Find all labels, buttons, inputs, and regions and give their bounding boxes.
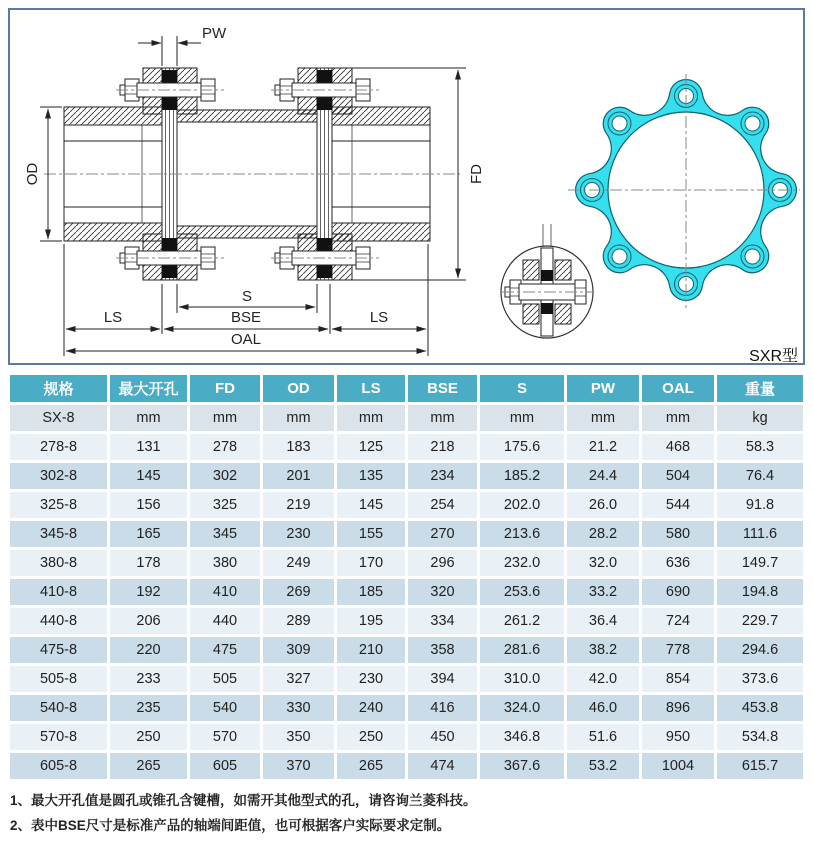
table-row [10, 492, 803, 521]
table-cell: 36.4 [567, 608, 642, 637]
table-cell: 218 [408, 434, 480, 463]
table-cell: 230 [337, 666, 408, 695]
table-cell: 474 [408, 753, 480, 782]
table-cell: 21.2 [567, 434, 642, 463]
column-header: FD [190, 375, 263, 405]
column-header: OAL [642, 375, 717, 405]
coupling-cross-section [44, 68, 460, 280]
table-row [10, 463, 803, 492]
table-cell: 453.8 [717, 695, 803, 724]
column-header: LS [337, 375, 408, 405]
table-cell: 192 [110, 579, 190, 608]
table-cell: 76.4 [717, 463, 803, 492]
table-cell: 185.2 [480, 463, 567, 492]
dim-label-s: S [241, 288, 253, 305]
table-cell: 269 [263, 579, 337, 608]
table-cell: mm [567, 405, 642, 434]
dim-label-od: OD [24, 162, 41, 186]
table-cell: 540-8 [10, 695, 110, 724]
table-cell: 327 [263, 666, 337, 695]
table-row [10, 666, 803, 695]
table-cell: 170 [337, 550, 408, 579]
table-cell: 51.6 [567, 724, 642, 753]
table-cell: 253.6 [480, 579, 567, 608]
table-cell: 278-8 [10, 434, 110, 463]
table-cell: 580 [642, 521, 717, 550]
drawing-panel [8, 8, 805, 365]
table-cell: 219 [263, 492, 337, 521]
table-cell: 950 [642, 724, 717, 753]
table-row [10, 434, 803, 463]
bolt-hole-inner [612, 116, 627, 131]
table-cell: 724 [642, 608, 717, 637]
table-cell: 24.4 [567, 463, 642, 492]
table-cell: 261.2 [480, 608, 567, 637]
table-cell: 346.8 [480, 724, 567, 753]
dim-label-oal: OAL [230, 331, 262, 348]
table-cell: 145 [337, 492, 408, 521]
table-cell: mm [642, 405, 717, 434]
table-cell: 690 [642, 579, 717, 608]
table-cell: mm [110, 405, 190, 434]
footnote: 1、最大开孔值是圆孔或锥孔含键槽，如需开其他型式的孔，请咨询兰菱科技。 [10, 793, 477, 808]
table-cell: 281.6 [480, 637, 567, 666]
table-row [10, 579, 803, 608]
table-cell: mm [263, 405, 337, 434]
bolt-hole-inner [745, 249, 760, 264]
dim-label-ls-left: LS [103, 309, 123, 326]
table-cell: 265 [337, 753, 408, 782]
table-cell: 373.6 [717, 666, 803, 695]
table-cell: 325-8 [10, 492, 110, 521]
table-cell: 270 [408, 521, 480, 550]
table-cell: 345-8 [10, 521, 110, 550]
table-cell: 896 [642, 695, 717, 724]
table-cell: 201 [263, 463, 337, 492]
table-cell: 394 [408, 666, 480, 695]
table-cell: 380 [190, 550, 263, 579]
table-cell: 220 [110, 637, 190, 666]
bolt-hole-inner [612, 249, 627, 264]
dim-label-ls-right: LS [369, 309, 389, 326]
table-cell: 540 [190, 695, 263, 724]
table-cell: 310.0 [480, 666, 567, 695]
table-cell: 570 [190, 724, 263, 753]
table-cell: 505 [190, 666, 263, 695]
table-cell: 504 [642, 463, 717, 492]
table-cell: 156 [110, 492, 190, 521]
spec-table [10, 375, 803, 782]
table-cell: 320 [408, 579, 480, 608]
table-cell: 91.8 [717, 492, 803, 521]
table-cell: 185 [337, 579, 408, 608]
table-cell: 213.6 [480, 521, 567, 550]
table-header-row [10, 375, 803, 405]
table-cell: 325 [190, 492, 263, 521]
table-cell: 53.2 [567, 753, 642, 782]
table-cell: mm [337, 405, 408, 434]
footnotes [10, 788, 800, 838]
table-cell: 296 [408, 550, 480, 579]
table-cell: 505-8 [10, 666, 110, 695]
dimension-pw [138, 25, 227, 66]
bolt-hole-inner [745, 116, 760, 131]
table-cell: 195 [337, 608, 408, 637]
table-cell: 468 [642, 434, 717, 463]
table-cell: 249 [263, 550, 337, 579]
column-header: BSE [408, 375, 480, 405]
table-cell: 334 [408, 608, 480, 637]
table-cell: 202.0 [480, 492, 567, 521]
table-cell: 32.0 [567, 550, 642, 579]
table-cell: 254 [408, 492, 480, 521]
table-cell: 294.6 [717, 637, 803, 666]
column-header: 规格 [10, 375, 110, 405]
table-cell: 234 [408, 463, 480, 492]
table-cell: SX-8 [10, 405, 110, 434]
table-cell: 1004 [642, 753, 717, 782]
table-cell: 131 [110, 434, 190, 463]
table-cell: 232.0 [480, 550, 567, 579]
table-cell: 440-8 [10, 608, 110, 637]
table-row [10, 550, 803, 579]
table-cell: 250 [110, 724, 190, 753]
table-cell: 229.7 [717, 608, 803, 637]
model-type-label: SXR型 [749, 348, 798, 363]
table-cell: 250 [337, 724, 408, 753]
dim-label-fd: FD [468, 164, 485, 184]
table-row [10, 608, 803, 637]
table-cell: 149.7 [717, 550, 803, 579]
column-header: 重量 [717, 375, 803, 405]
footnote: 2、表中BSE尺寸是标准产品的轴端间距值，也可根据客户实际要求定制。 [10, 818, 451, 833]
table-cell: 324.0 [480, 695, 567, 724]
table-cell: 358 [408, 637, 480, 666]
table-row [10, 521, 803, 550]
table-cell: 265 [110, 753, 190, 782]
table-cell: 615.7 [717, 753, 803, 782]
table-cell: 534.8 [717, 724, 803, 753]
table-cell: 235 [110, 695, 190, 724]
table-cell: 350 [263, 724, 337, 753]
table-cell: 302-8 [10, 463, 110, 492]
table-cell: 165 [110, 521, 190, 550]
table-cell: 194.8 [717, 579, 803, 608]
table-cell: 302 [190, 463, 263, 492]
column-header: 最大开孔 [110, 375, 190, 405]
table-cell: 778 [642, 637, 717, 666]
table-cell: 240 [337, 695, 408, 724]
table-cell: 440 [190, 608, 263, 637]
table-cell: 289 [263, 608, 337, 637]
table-cell: 125 [337, 434, 408, 463]
table-cell: 370 [263, 753, 337, 782]
table-cell: 183 [263, 434, 337, 463]
table-cell: 605 [190, 753, 263, 782]
flange-front-view [568, 74, 800, 308]
table-row [10, 405, 803, 434]
table-cell: 367.6 [480, 753, 567, 782]
table-cell: mm [480, 405, 567, 434]
table-cell: 145 [110, 463, 190, 492]
table-row [10, 637, 803, 666]
table-cell: 175.6 [480, 434, 567, 463]
table-cell: 210 [337, 637, 408, 666]
table-cell: 58.3 [717, 434, 803, 463]
table-cell: 380-8 [10, 550, 110, 579]
dim-label-pw: PW [202, 25, 227, 42]
table-cell: mm [408, 405, 480, 434]
table-cell: 155 [337, 521, 408, 550]
table-cell: 410-8 [10, 579, 110, 608]
table-cell: 38.2 [567, 637, 642, 666]
dim-label-bse: BSE [230, 309, 262, 326]
technical-drawing [10, 10, 803, 363]
table-row [10, 753, 803, 782]
column-header: S [480, 375, 567, 405]
table-cell: 111.6 [717, 521, 803, 550]
table-cell: 28.2 [567, 521, 642, 550]
table-cell: 605-8 [10, 753, 110, 782]
table-row [10, 724, 803, 753]
table-cell: 233 [110, 666, 190, 695]
table-cell: 570-8 [10, 724, 110, 753]
table-cell: 345 [190, 521, 263, 550]
table-cell: 410 [190, 579, 263, 608]
table-cell: 450 [408, 724, 480, 753]
table-cell: 636 [642, 550, 717, 579]
table-cell: 330 [263, 695, 337, 724]
detail-view-circle [501, 224, 593, 338]
table-cell: 206 [110, 608, 190, 637]
table-cell: 309 [263, 637, 337, 666]
table-cell: 178 [110, 550, 190, 579]
column-header: OD [263, 375, 337, 405]
table-cell: 42.0 [567, 666, 642, 695]
table-cell: 135 [337, 463, 408, 492]
table-cell: 475 [190, 637, 263, 666]
table-cell: 854 [642, 666, 717, 695]
table-cell: 278 [190, 434, 263, 463]
table-cell: 475-8 [10, 637, 110, 666]
table-cell: 544 [642, 492, 717, 521]
table-cell: 230 [263, 521, 337, 550]
table-cell: kg [717, 405, 803, 434]
table-cell: 46.0 [567, 695, 642, 724]
table-cell: 33.2 [567, 579, 642, 608]
column-header: PW [567, 375, 642, 405]
table-row [10, 695, 803, 724]
dimension-od [24, 107, 62, 241]
table-cell: 416 [408, 695, 480, 724]
table-cell: 26.0 [567, 492, 642, 521]
table-cell: mm [190, 405, 263, 434]
